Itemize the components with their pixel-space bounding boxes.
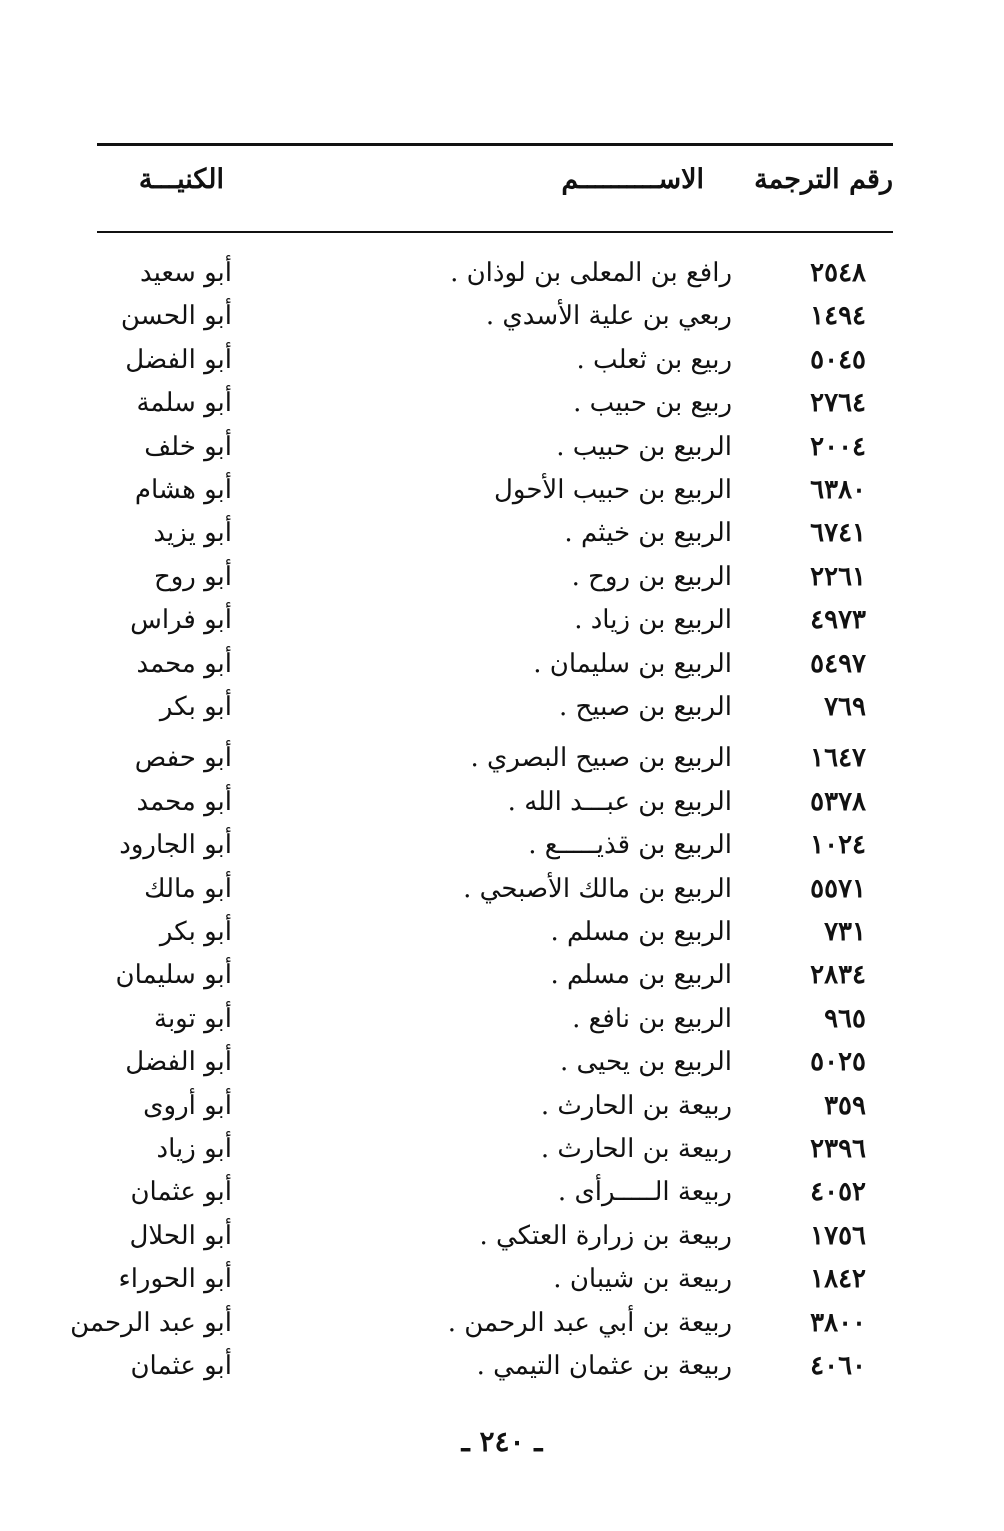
entry-name: ربيع بن حبيب . [573,388,732,419]
header-name-label: الاســــــــــم [561,164,704,195]
table-row [0,957,1004,1001]
entry-number: ١٨٤٢ [810,1264,866,1295]
entry-number: ٢٧٦٤ [810,388,866,419]
entry-name: الربيع بن مسلم . [550,917,732,947]
entry-kunya: أبو حفص [134,743,232,774]
entry-kunya: أبو روح [153,561,232,592]
table-row [0,385,1004,429]
entry-kunya: أبو مالك [144,873,232,904]
table-row [0,298,1004,342]
entry-number: ٦٣٨٠ [810,475,866,505]
entry-kunya: أبو الحلال [129,1220,232,1251]
table-row [0,1088,1004,1132]
entry-name: الربيع بن صبيح البصري . [470,743,732,774]
entry-name: الربيع بن نافع . [572,1003,732,1034]
entry-kunya: أبو الحوراء [118,1264,232,1295]
entry-name: الربيع بن مالك الأصبحي . [463,873,732,904]
table-row [0,515,1004,559]
entry-name: الربيع بن قذيـــــع . [528,830,732,861]
table-row [0,1044,1004,1088]
entry-number: ٤٠٥٢ [810,1177,866,1208]
entry-kunya: أبو بكر [159,692,232,722]
table-row [0,1001,1004,1045]
table-row [0,646,1004,690]
entry-name: ربيعة بن الحارث . [540,1134,732,1164]
header-kunya-label: الكنيـــة [138,164,224,195]
entry-kunya: أبو خلف [144,431,232,462]
entry-name: الربيع بن خيثم . [564,518,732,549]
table-row [0,559,1004,603]
table-row [0,255,1004,299]
entry-name: رافع بن المعلى بن لوذان . [450,258,732,288]
entry-number: ٥٥٧١ [810,873,866,904]
entry-name: الربيع بن حبيب . [556,431,732,462]
table-row [0,914,1004,958]
table-row [0,827,1004,871]
entry-number: ٦٧٤١ [810,518,866,549]
entry-number: ٧٦٩ [824,692,866,722]
entry-kunya: أبو محمد [136,786,232,817]
table-row [0,1348,1004,1392]
entry-name: ربيعة بن شيبان . [553,1264,732,1295]
entry-number: ٥٠٤٥ [810,344,866,375]
entry-name: الربيع بن سليمان . [533,648,732,679]
entry-number: ٢٨٣٤ [810,960,866,991]
entry-name: الربيع بن صبيح . [558,692,732,722]
entry-number: ٢٥٤٨ [810,258,866,288]
entry-name: الربيع بن زياد . [574,605,732,636]
entry-kunya: أبو الفضل [125,1047,232,1078]
table-row [0,740,1004,784]
entry-name: ربعي بن علية الأسدي . [485,301,732,332]
entry-number: ٤٠٦٠ [810,1351,866,1381]
entry-number: ٢٢٦١ [810,561,866,592]
entry-number: ٥٠٢٥ [810,1047,866,1078]
entry-number: ٢٣٩٦ [810,1134,866,1164]
entry-kunya: أبو عثمان [130,1177,232,1208]
table-row [0,1218,1004,1262]
entry-name: ربيعة الـــــرأى . [557,1177,732,1208]
entry-number: ٤٩٧٣ [810,605,866,636]
header-number-label: رقم الترجمة [754,164,893,195]
table-row [0,1131,1004,1175]
entry-kunya: أبو عثمان [130,1351,232,1381]
entry-number: ٥٤٩٧ [810,648,866,679]
entry-kunya: أبو الجارود [119,830,232,861]
entry-kunya: أبو بكر [159,917,232,947]
table-row [0,689,1004,733]
table-row [0,429,1004,473]
entry-kunya: أبو فراس [130,605,232,636]
entry-number: ٩٦٥ [824,1003,866,1034]
table-row [0,784,1004,828]
entry-name: ربيع بن ثعلب . [576,344,732,375]
entry-name: الربيع بن عبـــد الله . [507,786,732,817]
entry-number: ٥٣٧٨ [810,786,866,817]
entry-kunya: أبو عبد الرحمن [70,1307,232,1338]
entry-kunya: أبو يزيد [153,518,232,549]
entry-name: ربيعة بن أبي عبد الرحمن . [447,1307,732,1338]
header-bottom-rule [97,231,893,233]
table-row [0,342,1004,386]
entry-number: ٢٠٠٤ [810,431,866,462]
table-row [0,602,1004,646]
entry-name: الربيع بن يحيى . [559,1047,732,1078]
entry-number: ٧٣١ [824,917,866,947]
entry-number: ١٤٩٤ [810,301,866,332]
entry-name: الربيع بن روح . [571,561,732,592]
entry-number: ٣٨٠٠ [810,1307,866,1338]
entry-kunya: أبو محمد [136,648,232,679]
entry-name: ربيعة بن عثمان التيمي . [476,1351,732,1381]
top-rule [97,143,893,146]
entry-kunya: أبو هشام [134,475,232,505]
entry-kunya: أبو توبة [154,1003,232,1034]
entry-name: ربيعة بن الحارث . [540,1090,732,1121]
entry-kunya: أبو زياد [156,1134,232,1164]
entry-kunya: أبو الفضل [125,344,232,375]
entry-name: الربيع بن حبيب الأحول [494,475,732,505]
table-row [0,1261,1004,1305]
entry-number: ١٧٥٦ [810,1220,866,1251]
entry-name: ربيعة بن زرارة العتكي . [479,1220,732,1251]
page-number: ـ ٢٤٠ ـ [461,1425,543,1458]
entry-kunya: أبو الحسن [120,301,232,332]
entry-number: ١٠٢٤ [810,830,866,861]
table-row [0,472,1004,516]
table-row [0,871,1004,915]
entry-name: الربيع بن مسلم . [550,960,732,991]
table-row [0,1305,1004,1349]
entry-number: ٣٥٩ [824,1090,866,1121]
entry-kunya: أبو سليمان [115,960,232,991]
entry-kunya: أبو سلمة [136,388,232,419]
table-row [0,1174,1004,1218]
entry-number: ١٦٤٧ [810,743,866,774]
entry-kunya: أبو أروى [143,1090,232,1121]
entry-kunya: أبو سعيد [140,258,232,288]
